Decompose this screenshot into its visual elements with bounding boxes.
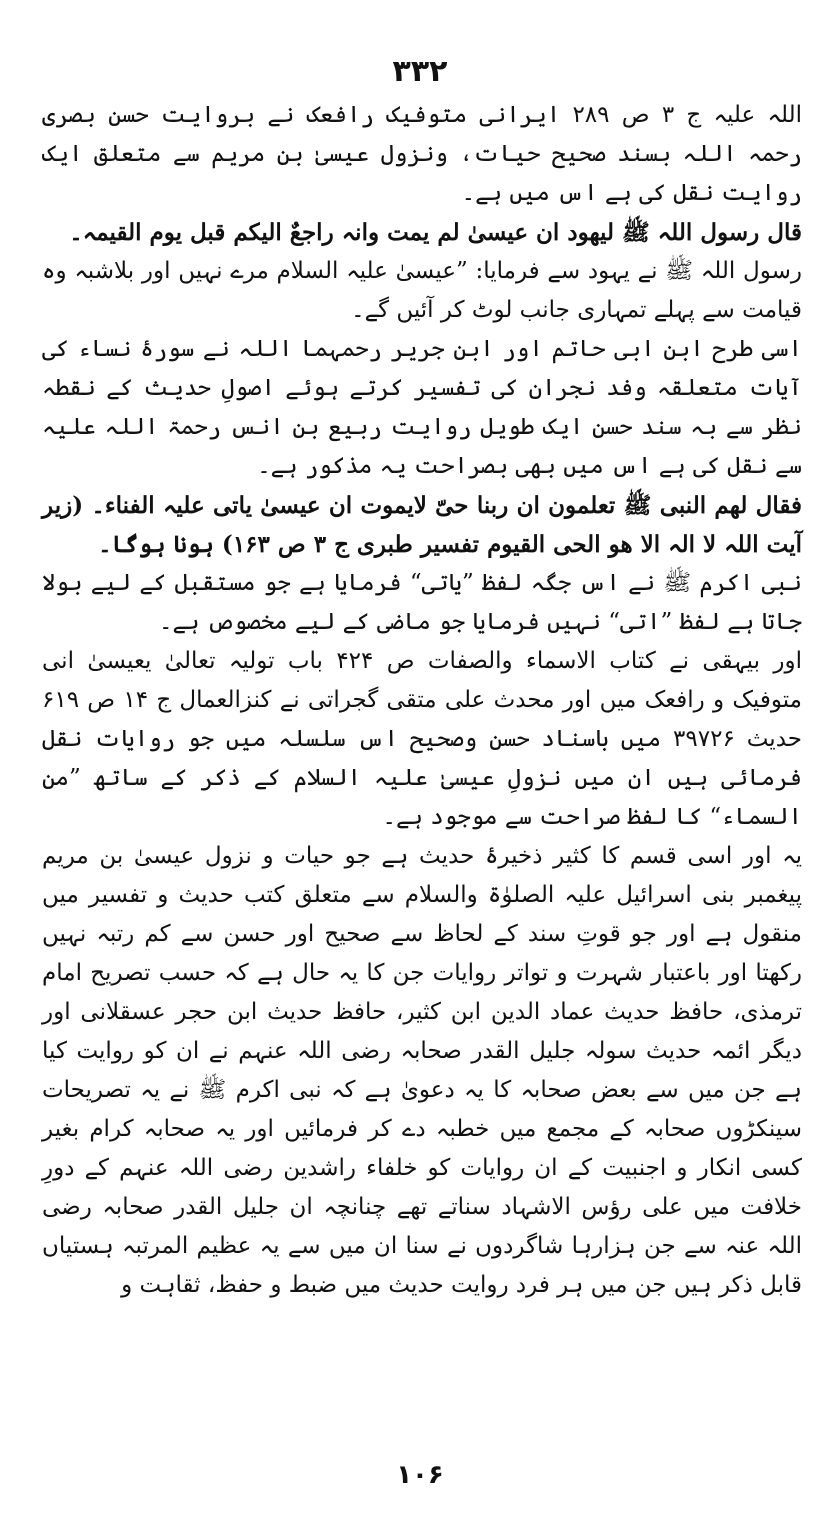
paragraph-5-arabic-hadith: فقال لھم النبی ﷺ تعلمون ان ربنا حیّ لایموت ان عیسیٰ یاتی علیہ الفناء۔ (زیر آیت اللہ لا الہ الا ھو الحی القیوم تفسیر طبری ج ۳ ص ۱۶۳) ہونا ہوگا۔ [42, 492, 802, 558]
paragraph-8: یہ اور اسی قسم کا کثیر ذخیرۂ حدیث ہے جو حیات و نزول عیسیٰ بن مریم پیغمبر بنی اسرائیل علیہ الصلوٰۃ والسلام سے متعلق کتب حدیث و تفسیر میں منقول ہے اور جو قوتِ سند کے لحاظ سے صحیح اور حسن سے کم رتبہ نہیں رکھتا اور باعتبار شہرت و تواتر روایات جن کا یہ حال ہے کہ حسب تصریح امام ترمذی، حافظ حدیث عماد الدین ابن کثیر، حافظ حدیث ابن حجر عسقلانی اور دیگر ائمہ حدیث سولہ جلیل القدر صحابہ رضی اللہ عنہم نے ان کو روایت کیا ہے جن میں سے بعض صحابہ کا یہ دعویٰ ہے کہ نبی اکرم ﷺ نے یہ تصریحات سینکڑوں صحابہ کے مجمع میں خطبہ دے کر فرمائیں اور یہ صحابہ کرام بغیر کسی انکار و اجنبیت کے ان روایات کو خلفاء راشدین رضی اللہ عنہم کے دورِ خلافت میں علی رؤس الاشہاد سناتے تھے چنانچہ ان جلیل القدر صحابہ رضی اللہ عنہ سے جن ہزارہا شاگردوں نے سنا ان میں سے یہ عظیم المرتبہ ہستیاں قابل ذکر ہیں جن میں ہر فرد روایت حدیث میں ضبط و حفظ، ثقاہت و [42, 843, 802, 1298]
urdu-body-text [42, 96, 802, 1305]
paragraph-7: اور بیہقی نے کتاب الاسماء والصفات ص ۴۲۴ باب تولیہ تعالیٰ یعیسیٰ انی متوفیک و رافعک میں اور محدث علی متقی گجراتی نے کنزالعمال ج ۱۴ ص ۶۱۹ حدیث ۳۹۷۲۶ میں باسناد حسن وصحیح اس سلسلہ میں جو روایات نقل فرمائی ہیں ان میں نزولِ عیسیٰ علیہ السلام کے ذکر کے ساتھ ”من السماء“ کا لفظ صراحت سے موجود ہے۔ [42, 648, 802, 830]
paragraph-6: نبی اکرم ﷺ نے اس جگہ لفظ ”یاتی“ فرمایا ہے جو مستقبل کے لیے بولا جاتا ہے لفظ ”اتی“ نہیں فرمایا جو ماضی کے لیے مخصوص ہے۔ [42, 570, 802, 635]
page-number-top: ۳۳۲ [392, 54, 448, 89]
paragraph-3: رسول اللہ ﷺ نے یہود سے فرمایا: ”عیسیٰ علیہ السلام مرے نہیں اور بلاشبہ وہ قیامت سے پہلے تمہاری جانب لوٹ کر آئیں گے۔ [42, 258, 802, 323]
paragraph-2-arabic-hadith: قال رسول اللہ ﷺ لیھود ان عیسیٰ لم یمت وانہ راجعٌ الیکم قبل یوم القیمہ۔ [69, 219, 802, 246]
paragraph-4: اسی طرح ابن ابی حاتم اور ابن جریر رحمہما اللہ نے سورۂ نساء کی آیات متعلقہ وفد نجران کی تفسیر کرتے ہوئے اصولِ حدیث کے نقطہ نظر سے بہ سند حسن ایک طویل روایت ربیع بن انس رحمۃ اللہ علیہ سے نقل کی ہے اس میں بھی بصراحت یہ مذکور ہے۔ [42, 336, 802, 479]
page-number-bottom: ۱۰۶ [396, 1460, 444, 1490]
paragraph-1: اللہ علیہ ج ۳ ص ۲۸۹ ایرانی متوفیک رافعک نے بروایت حسن بصری رحمہ اللہ بسند صحیح حیات، ونزول عیسیٰ بن مریم سے متعلق ایک روایت نقل کی ہے اس میں ہے۔ [42, 102, 802, 206]
